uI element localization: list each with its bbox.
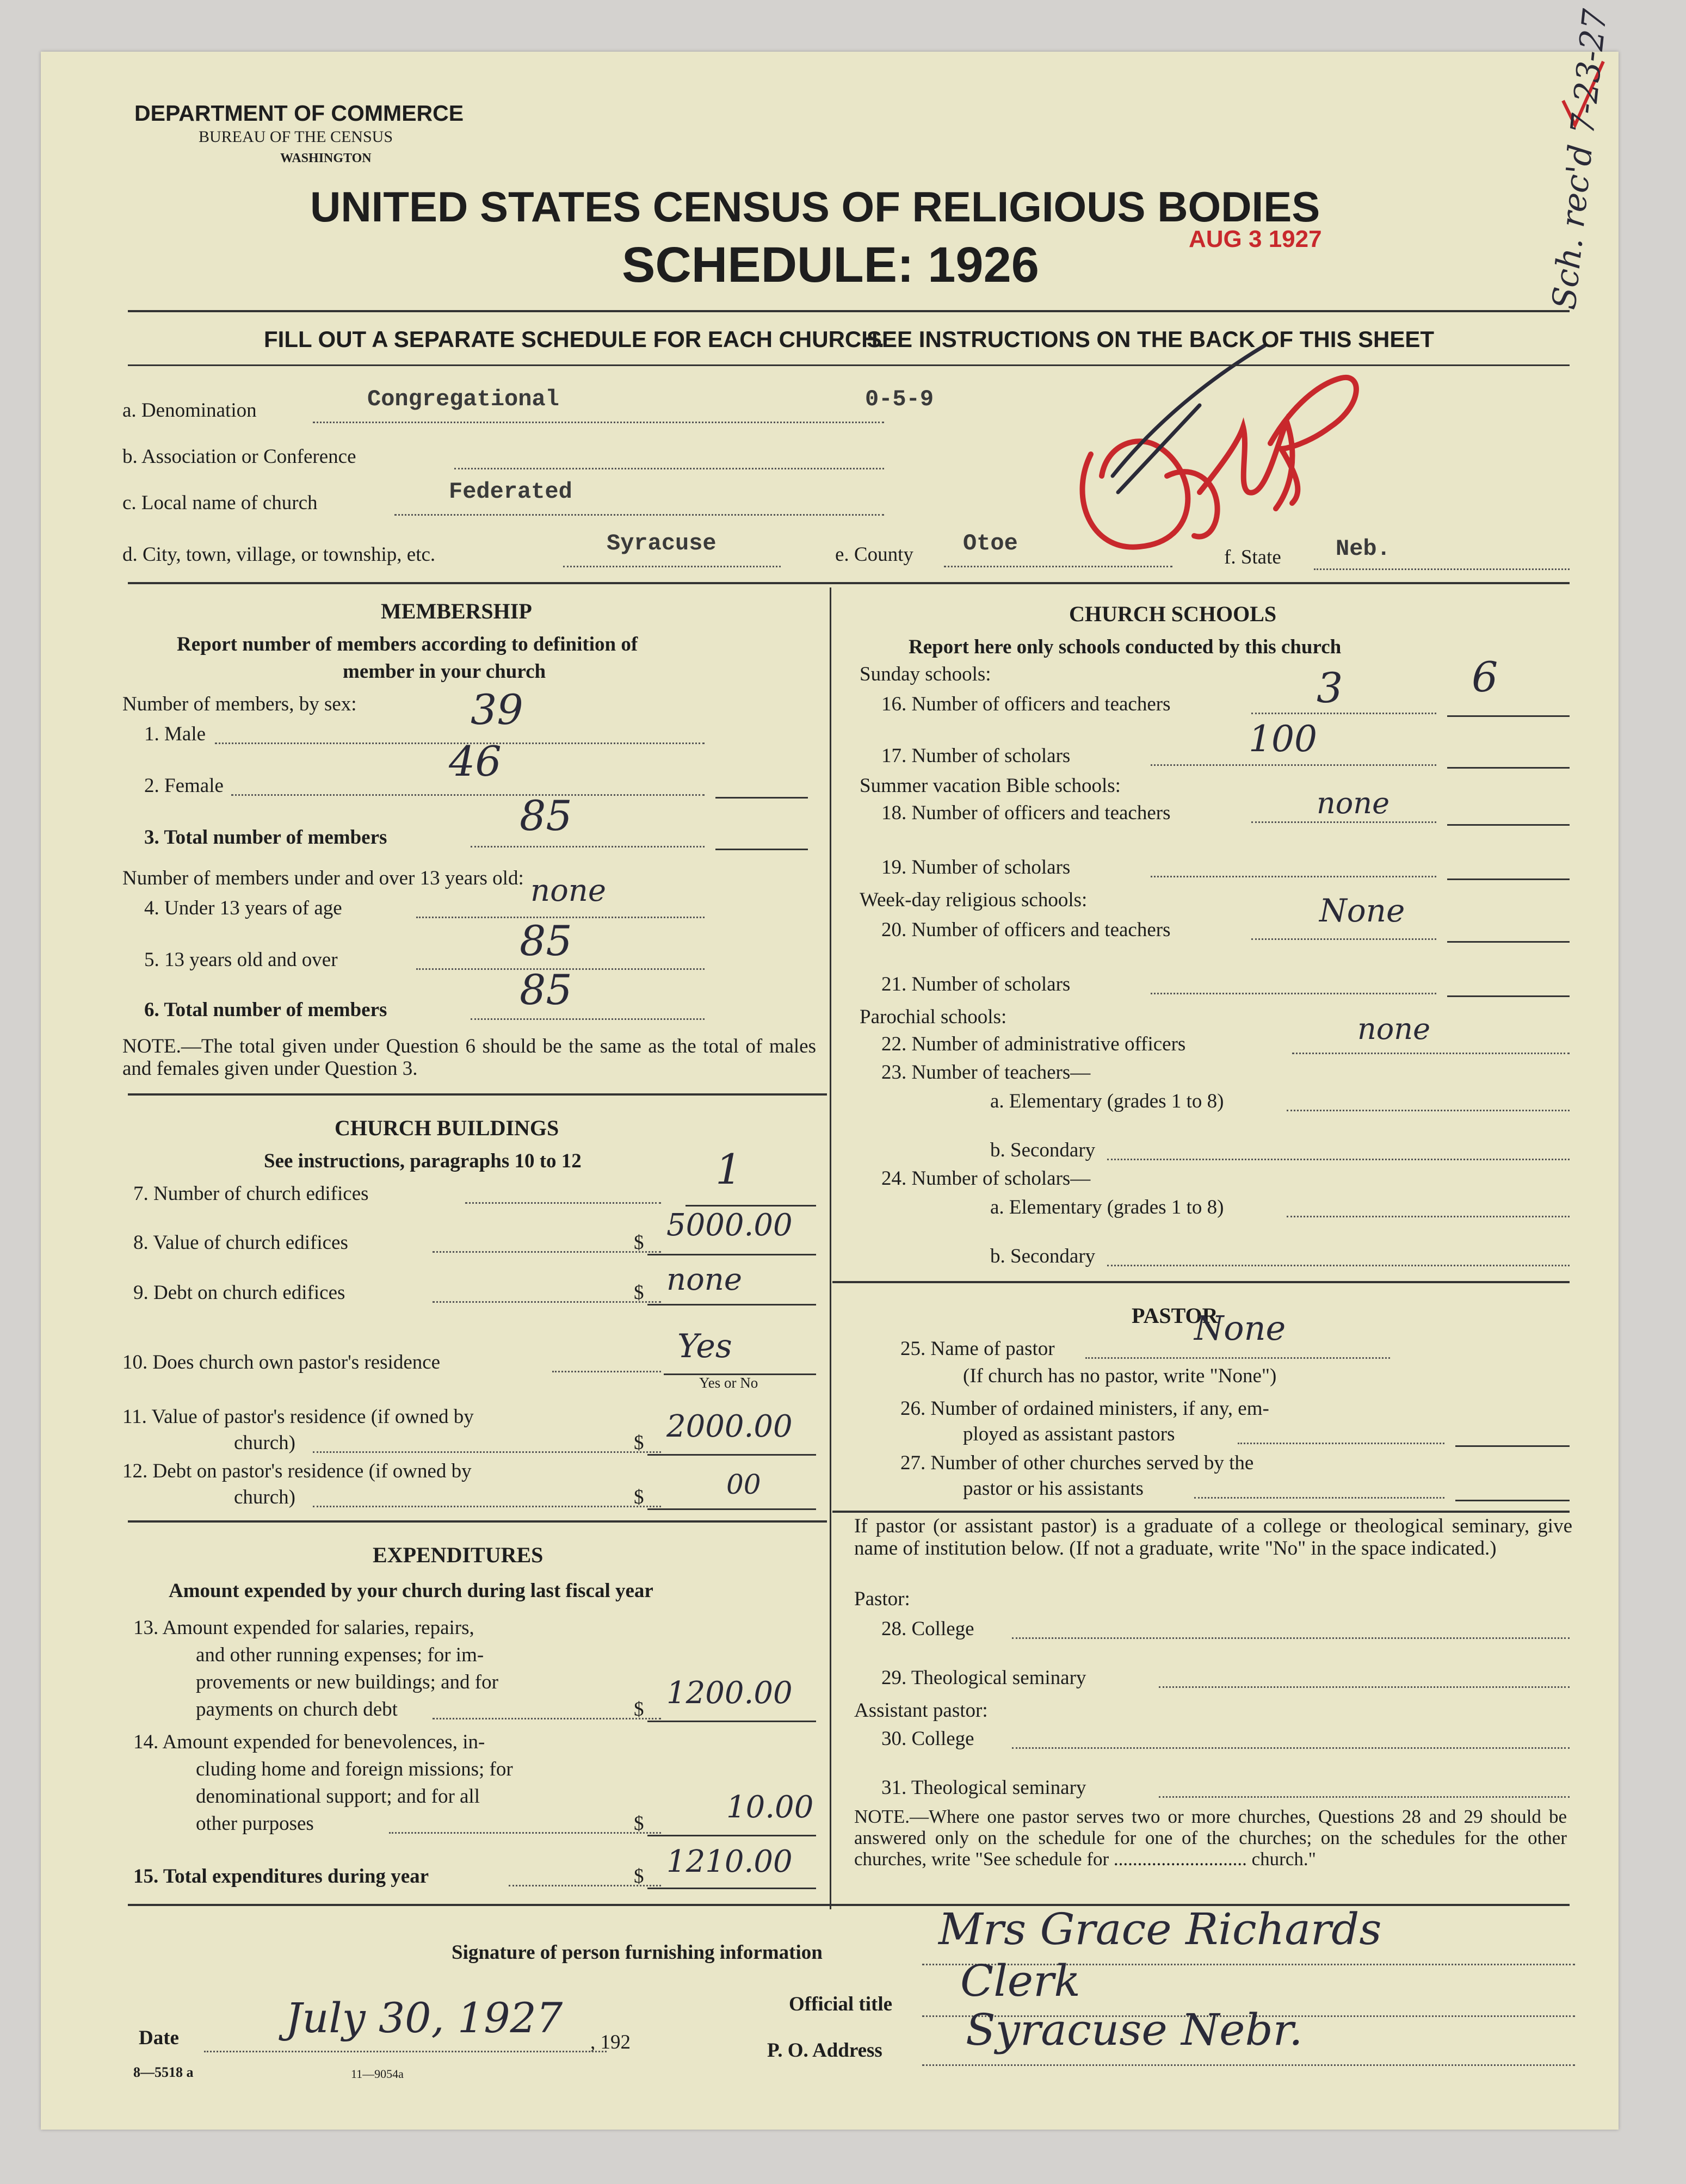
exp-15-rule: [647, 1888, 816, 1889]
county-label: e. County: [835, 543, 913, 566]
association-label: b. Association or Conference: [122, 446, 356, 468]
total-members-sex-label: 3. Total number of members: [144, 826, 387, 849]
exp-13-dollar: $: [634, 1698, 644, 1721]
state-line: [1314, 568, 1570, 570]
exp-14-line-2: cluding home and foreign missions; for: [196, 1758, 513, 1780]
female-label: 2. Female: [144, 775, 224, 797]
exp-14-line-4: other purposes: [196, 1812, 314, 1835]
pastor-title: PASTOR: [1132, 1303, 1218, 1328]
q19-rule: [1447, 878, 1570, 880]
total-members-age-line: [471, 1018, 705, 1020]
q19-label: 19. Number of scholars: [881, 856, 1071, 878]
q16-value: 3: [1317, 664, 1343, 712]
q18-label: 18. Number of officers and teachers: [881, 802, 1171, 824]
edifices-count-rule: [685, 1205, 816, 1207]
q29-label: 29. Theological seminary: [881, 1667, 1086, 1689]
edifices-value-line: [433, 1251, 661, 1253]
denomination-label: a. Denomination: [122, 399, 257, 422]
total-members-sex-value: 85: [520, 791, 572, 840]
column-divider: [830, 587, 831, 1909]
residence-debt-rule: [647, 1508, 816, 1510]
address-value: Syracuse Nebr.: [966, 2004, 1303, 2055]
q22-line: [1292, 1053, 1570, 1054]
city-value: Syracuse: [607, 530, 717, 556]
q17-rule: [1447, 767, 1570, 769]
pastor-note: NOTE.—Where one pastor serves two or more churches, Questions 28 and 29 should be answered only on the schedule for one of the churches; on the schedules for the other churches, write "See schedule for ............................ church.": [854, 1806, 1567, 1870]
official-title-value: Clerk: [960, 1956, 1080, 2006]
form-number: 8—5518 a: [133, 2064, 194, 2080]
q21-label: 21. Number of scholars: [881, 973, 1071, 995]
members-by-sex-label: Number of members, by sex:: [122, 693, 357, 715]
residence-value-dollar: $: [634, 1432, 644, 1454]
pastor-name-label: 25. Name of pastor: [900, 1338, 1055, 1360]
q29-line: [1159, 1686, 1570, 1688]
q17-line: [1151, 764, 1436, 766]
edifices-count-line: [465, 1202, 661, 1204]
q20-value: None: [1319, 892, 1405, 929]
expenditures-sub: Amount expended by your church during last fiscal year: [169, 1580, 653, 1602]
exp-15-amount: 1210.00: [666, 1844, 793, 1879]
signature-value: Mrs Grace Richards: [938, 1904, 1382, 1954]
census-schedule-sheet: [41, 7, 1619, 2130]
q30-label: 30. College: [881, 1728, 974, 1750]
edifices-debt-line: [433, 1301, 661, 1303]
owns-residence-line: [552, 1371, 661, 1372]
under-13-value: none: [530, 873, 606, 908]
schedule-title: SCHEDULE: 1926: [622, 237, 1039, 293]
q20-line: [1251, 938, 1436, 940]
exp-15-label: 15. Total expenditures during year: [133, 1865, 429, 1888]
graduate-note: If pastor (or assistant pastor) is a graduate of a college or theological seminary, give name of institution below. (If not a graduate, write "No" in the space indicated.): [854, 1515, 1572, 1560]
female-value: 46: [449, 737, 502, 785]
date-label: Date: [139, 2027, 179, 2049]
residence-debt-label-1: 12. Debt on pastor's residence (if owned by: [122, 1460, 472, 1482]
male-label: 1. Male: [144, 723, 206, 745]
expenditures-title: EXPENDITURES: [373, 1543, 544, 1567]
schools-sub: Report here only schools conducted by this church: [909, 636, 1342, 658]
q28-label: 28. College: [881, 1618, 974, 1640]
bureau-name: BUREAU OF THE CENSUS: [199, 128, 393, 146]
q17-label: 17. Number of scholars: [881, 745, 1071, 767]
membership-title: MEMBERSHIP: [381, 599, 532, 623]
pastor-name-value: None: [1194, 1308, 1286, 1348]
date-suffix: , 192: [590, 2031, 631, 2053]
exp-13-line-2: and other running expenses; for im-: [196, 1644, 484, 1666]
schools-rule: [832, 1281, 1570, 1283]
assistant-subheading: Assistant pastor:: [854, 1699, 988, 1722]
q31-label: 31. Theological seminary: [881, 1777, 1086, 1799]
q18-rule: [1447, 824, 1570, 826]
q21-line: [1151, 993, 1436, 994]
q26-label-2: ployed as assistant pastors: [963, 1423, 1175, 1445]
edifices-debt-rule: [647, 1304, 816, 1306]
q16-rule: [1447, 715, 1570, 717]
header-rule-bottom: [128, 364, 1570, 366]
instruction-right: SEE INSTRUCTIONS ON THE BACK OF THIS SHEET: [867, 326, 1435, 352]
q27-rule: [1455, 1500, 1570, 1501]
residence-value-label-1: 11. Value of pastor's residence (if owned by: [122, 1406, 474, 1428]
membership-sub2: member in your church: [343, 660, 546, 683]
header-rule-top: [128, 310, 1570, 312]
q26-line: [1238, 1443, 1444, 1444]
date-value: July 30, 1927: [286, 1994, 563, 2042]
edifices-count-value: 1: [715, 1145, 742, 1193]
denomination-line: [313, 422, 884, 423]
signature-label: Signature of person furnishing information: [452, 1941, 823, 1964]
exp-14-dollar: $: [634, 1812, 644, 1835]
received-date-stamp: AUG 3 1927: [1189, 226, 1322, 252]
edifices-debt-dollar: $: [634, 1282, 644, 1304]
pastor-name-line: [1085, 1357, 1390, 1359]
q21-rule: [1447, 995, 1570, 997]
q18-value: none: [1317, 786, 1390, 820]
address-label: P. O. Address: [767, 2039, 882, 2062]
over-13-value: 85: [520, 917, 572, 965]
q20-label: 20. Number of officers and teachers: [881, 919, 1171, 941]
q27-label-1: 27. Number of other churches served by the: [900, 1452, 1254, 1474]
edifices-debt-label: 9. Debt on church edifices: [133, 1282, 345, 1304]
total-members-age-value: 85: [520, 966, 572, 1014]
edifices-value-rule: [647, 1254, 816, 1255]
county-line: [944, 566, 1172, 567]
female-total-rule: [715, 797, 808, 799]
city-line: [563, 566, 781, 567]
q24b-line: [1107, 1265, 1570, 1266]
association-line: [454, 468, 884, 469]
q23-label: 23. Number of teachers—: [881, 1061, 1091, 1084]
pastor-rule: [832, 1511, 1570, 1513]
q27-line: [1194, 1497, 1444, 1499]
exp-14-amount: 10.00: [726, 1790, 814, 1825]
q24a-label: a. Elementary (grades 1 to 8): [990, 1196, 1224, 1218]
residence-debt-amount: 00: [726, 1469, 761, 1500]
over-13-label: 5. 13 years old and over: [144, 949, 338, 971]
official-title-label: Official title: [789, 1993, 893, 2015]
exp-13-line-4: payments on church debt: [196, 1698, 398, 1721]
exp-13-line-3: provements or new buildings; and for: [196, 1671, 498, 1693]
city-label: d. City, town, village, or township, etc.: [122, 543, 436, 566]
exp-13-line-1: 13. Amount expended for salaries, repairs,: [133, 1617, 474, 1639]
weekday-label: Week-day religious schools:: [860, 889, 1088, 911]
exp-14-rule: [647, 1835, 816, 1836]
under-13-label: 4. Under 13 years of age: [144, 897, 342, 919]
denomination-code: 0-5-9: [865, 386, 934, 412]
exp-13-rule: [647, 1721, 816, 1722]
edifices-count-label: 7. Number of church edifices: [133, 1183, 369, 1205]
membership-sub1: Report number of members according to definition of: [177, 633, 638, 655]
exp-14-line: [389, 1832, 661, 1834]
exp-14-line-3: denominational support; and for all: [196, 1785, 480, 1808]
form-number-2: 11—9054a: [351, 2067, 404, 2081]
county-value: Otoe: [963, 530, 1018, 556]
date-line: [204, 2051, 607, 2052]
residence-debt-dollar: $: [634, 1486, 644, 1508]
total-members-age-label: 6. Total number of members: [144, 999, 387, 1021]
instruction-left: FILL OUT A SEPARATE SCHEDULE FOR EACH CHURCH.: [264, 326, 885, 352]
q22-value: none: [1357, 1012, 1431, 1046]
total-members-sex-line: [471, 846, 705, 847]
q18-line: [1251, 821, 1436, 823]
q24a-line: [1287, 1216, 1570, 1217]
q23a-line: [1287, 1110, 1570, 1111]
department-name: DEPARTMENT OF COMMERCE: [134, 101, 464, 126]
local-name-label: c. Local name of church: [122, 492, 318, 514]
q20-rule: [1447, 941, 1570, 943]
q24b-label: b. Secondary: [990, 1245, 1096, 1267]
q31-line: [1159, 1796, 1570, 1798]
sunday-label: Sunday schools:: [860, 663, 991, 685]
total-members-rule: [715, 849, 808, 850]
membership-rule: [128, 1093, 827, 1096]
local-name-value: Federated: [449, 479, 572, 505]
residence-value-line: [313, 1451, 661, 1453]
edifices-value-amount: 5000.00: [666, 1208, 793, 1243]
q17-value: 100: [1249, 718, 1317, 760]
buildings-sub: See instructions, paragraphs 10 to 12: [264, 1150, 582, 1172]
denomination-value: Congregational: [367, 386, 559, 412]
q26-label-1: 26. Number of ordained ministers, if any, em-: [900, 1397, 1269, 1420]
residence-value-amount: 2000.00: [666, 1409, 793, 1444]
q16-label: 16. Number of officers and teachers: [881, 693, 1171, 715]
q22-label: 22. Number of administrative officers: [881, 1033, 1186, 1055]
q23b-label: b. Secondary: [990, 1139, 1096, 1161]
q26-rule: [1455, 1445, 1570, 1447]
q23b-line: [1107, 1159, 1570, 1160]
residence-debt-line: [313, 1506, 661, 1507]
exp-13-amount: 1200.00: [666, 1675, 793, 1711]
pastor-name-note: (If church has no pastor, write "None"): [963, 1365, 1277, 1387]
residence-debt-label-2: church): [234, 1486, 295, 1508]
q16-line: [1251, 713, 1436, 714]
exp-14-line-1: 14. Amount expended for benevolences, in-: [133, 1731, 485, 1753]
fields-rule: [128, 582, 1570, 584]
edifices-value-label: 8. Value of church edifices: [133, 1232, 348, 1254]
owns-residence-value: Yes: [677, 1327, 732, 1365]
form-title: UNITED STATES CENSUS OF RELIGIOUS BODIES: [310, 183, 1320, 231]
q16-value-b: 6: [1472, 653, 1498, 701]
q19-line: [1151, 876, 1436, 877]
female-line: [231, 794, 705, 796]
owns-residence-label: 10. Does church own pastor's residence: [122, 1351, 441, 1373]
members-by-age-label: Number of members under and over 13 years old:: [122, 867, 524, 889]
yes-no-hint: Yes or No: [699, 1375, 758, 1391]
q24-label: 24. Number of scholars—: [881, 1167, 1091, 1190]
q27-label-2: pastor or his assistants: [963, 1477, 1144, 1500]
buildings-rule: [128, 1520, 827, 1523]
state-label: f. State: [1224, 546, 1281, 568]
exp-15-dollar: $: [634, 1865, 644, 1888]
parochial-label: Parochial schools:: [860, 1006, 1007, 1028]
q30-line: [1012, 1747, 1570, 1749]
schools-title: CHURCH SCHOOLS: [1069, 602, 1277, 626]
edifices-debt-amount: none: [666, 1262, 742, 1297]
address-line: [922, 2064, 1575, 2066]
summer-label: Summer vacation Bible schools:: [860, 775, 1121, 797]
exp-13-line: [433, 1718, 661, 1719]
city-name: WASHINGTON: [280, 151, 372, 165]
margin-received-note: Sch. rec'd 7-23-27: [1545, 7, 1615, 312]
edifices-value-dollar: $: [634, 1232, 644, 1254]
local-name-line: [394, 514, 884, 516]
q28-line: [1012, 1637, 1570, 1639]
residence-value-rule: [647, 1454, 816, 1456]
membership-note: NOTE.—The total given under Question 6 should be the same as the total of males and females given under Question 3.: [122, 1035, 816, 1080]
state-value: Neb.: [1336, 536, 1391, 562]
male-value: 39: [471, 685, 523, 734]
residence-value-label-2: church): [234, 1432, 295, 1454]
buildings-title: CHURCH BUILDINGS: [335, 1116, 559, 1140]
pastor-subheading: Pastor:: [854, 1588, 910, 1610]
q23a-label: a. Elementary (grades 1 to 8): [990, 1090, 1224, 1112]
